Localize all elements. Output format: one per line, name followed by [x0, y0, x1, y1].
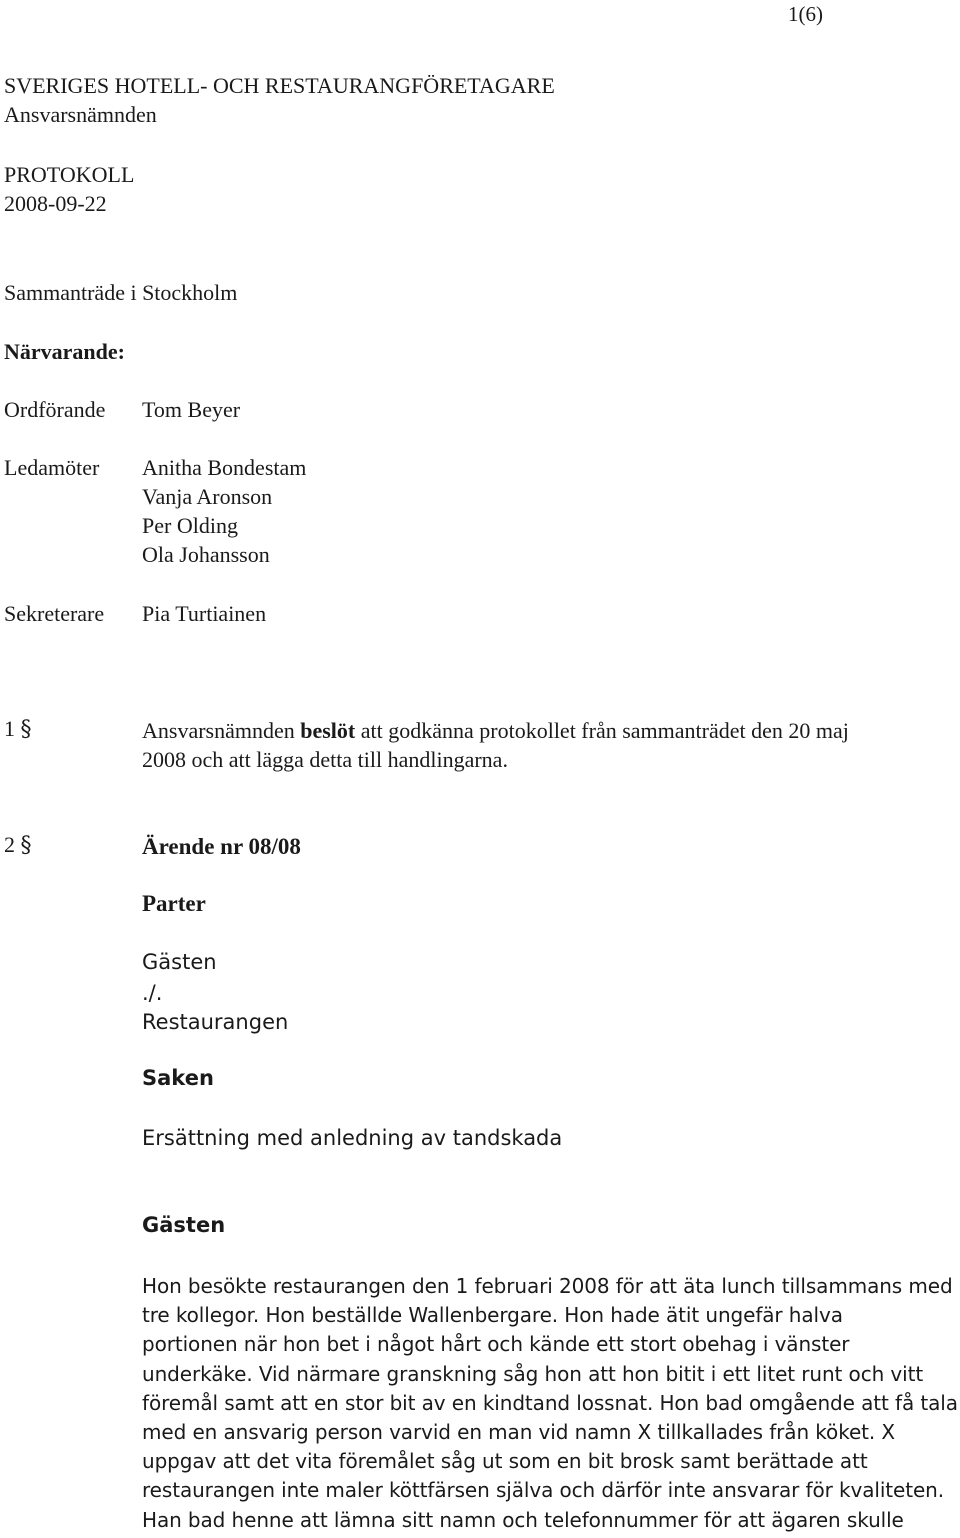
section-1-text: att godkänna protokollet från sammanträdet den 20 maj [360, 718, 849, 743]
attendee-name: Ola Johansson [142, 542, 270, 567]
matter-text: Ersättning med anledning av tandskada [142, 1126, 563, 1150]
section-1-text-line2: 2008 och att lägga detta till handlingarna. [142, 747, 508, 772]
attendee-name: Vanja Aronson [142, 484, 273, 509]
section-2-number [4, 832, 32, 858]
protocol-block [4, 160, 134, 218]
attendee-name: Anitha Bondestam [142, 455, 307, 480]
narrative-line: tre kollegor. Hon beställde Wallenbergare. Hon hade ätit ungefär halva [142, 1303, 843, 1328]
party-restaurant: Restaurangen [142, 1010, 289, 1034]
narrative-line: Hon besökte restaurangen den 1 februari 2008 för att äta lunch tillsammans med [142, 1274, 953, 1298]
party-separator: ./. [142, 981, 163, 1005]
attendee-name: Tom Beyer [142, 397, 241, 422]
attendee-name: Per Olding [142, 513, 238, 538]
organization-name: SVERIGES HOTELL- OCH RESTAURANGFÖRETAGARE [4, 73, 555, 98]
section-number: 2 [4, 832, 15, 857]
guest-narrative [142, 1272, 960, 1535]
narrative-line: uppgav att det vita föremålet såg ut som en bit brosk samt berättade att [142, 1449, 868, 1474]
committee-name: Ansvarsnämnden [4, 102, 157, 127]
section-1-body [142, 716, 958, 774]
role-names [142, 599, 266, 628]
role-names [142, 453, 306, 569]
section-1-verb: beslöt [300, 718, 356, 743]
parties-heading: Parter [142, 891, 206, 916]
section-1-number [4, 716, 32, 742]
section-2-title: Ärende nr 08/08 [142, 834, 301, 859]
protocol-date: 2008-09-22 [4, 191, 107, 216]
meeting-place: Sammanträde i Stockholm [4, 280, 238, 305]
guest-heading: Gästen [142, 1213, 226, 1237]
narrative-line: föremål samt att en stor bit av en kindtand lossnat. Hon bad omgående att få tala [142, 1390, 958, 1415]
section-symbol: § [20, 717, 32, 742]
party-guest: Gästen [142, 950, 217, 974]
matter-heading: Saken [142, 1066, 214, 1090]
narrative-line: restaurangen inte maler köttfärsen själva och därför inte ansvarar för kvaliteten. [142, 1478, 944, 1503]
role-names [142, 395, 240, 424]
narrative-line: Han bad henne att lämna sitt namn och telefonnummer för att ägaren skulle [142, 1507, 904, 1532]
section-symbol: § [20, 833, 32, 858]
protocol-label: PROTOKOLL [4, 162, 135, 187]
attendee-name: Pia Turtiainen [142, 601, 267, 626]
role-label: Ordförande [4, 397, 106, 422]
section-1-subject: Ansvarsnämnden [142, 718, 295, 743]
role-label: Sekreterare [4, 601, 105, 626]
section-number: 1 [4, 716, 15, 741]
organization-block [4, 71, 555, 129]
narrative-line: portionen när hon bet i något hårt och kände ett stort obehag i vänster [142, 1332, 850, 1357]
attendance-heading: Närvarande: [4, 339, 125, 364]
narrative-line: med en ansvarig person varvid en man vid namn X tillkallades från köket. X [142, 1420, 896, 1445]
page-number: 1(6) [788, 2, 823, 26]
narrative-line: underkäke. Vid närmare granskning såg hon att hon bitit i ett litet runt och vitt [142, 1361, 924, 1386]
role-label: Ledamöter [4, 455, 100, 480]
